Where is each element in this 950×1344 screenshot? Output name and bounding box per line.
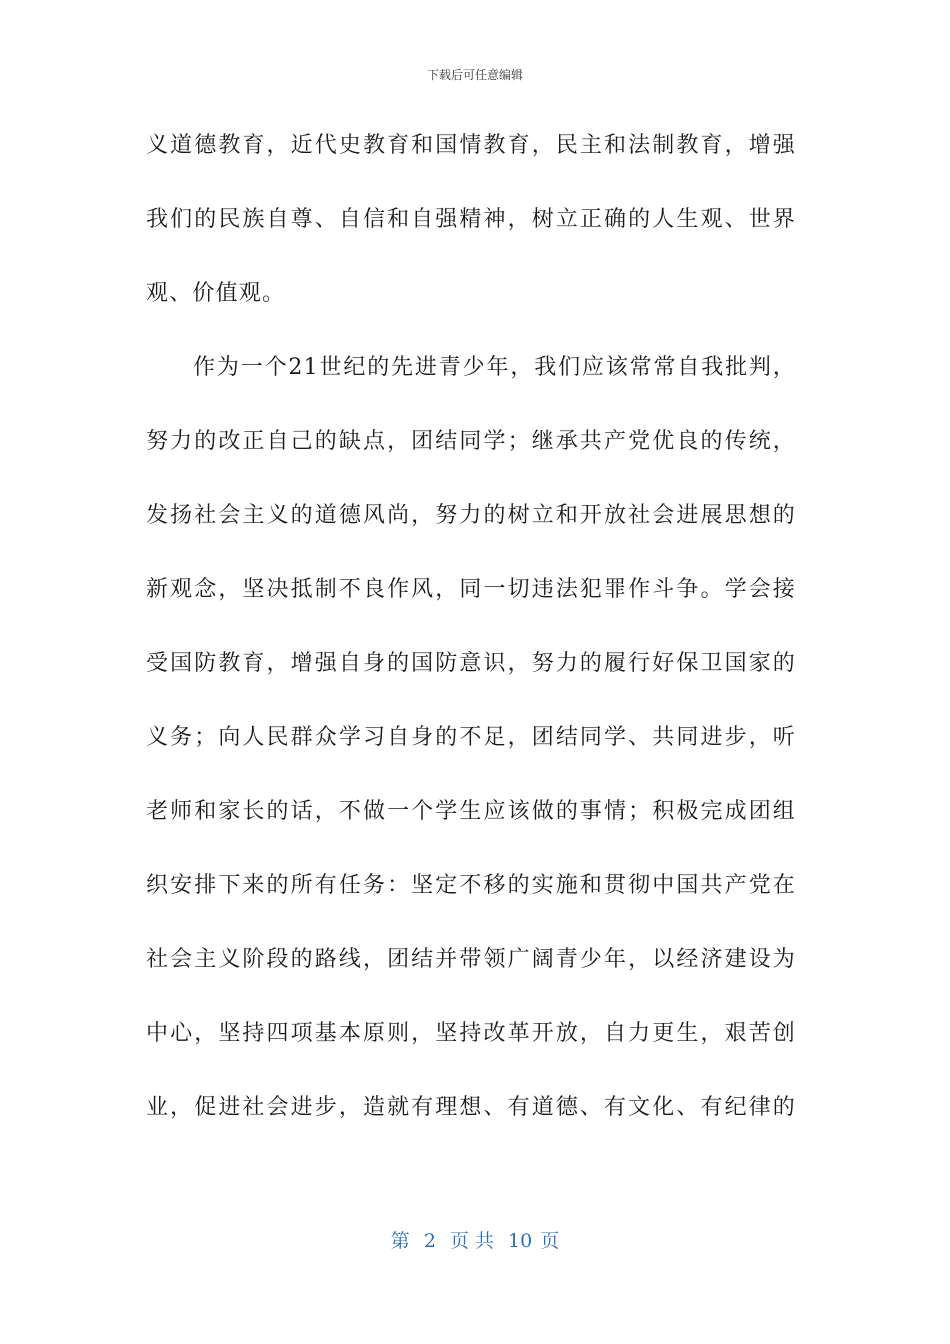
text-line: 发扬社会主义的道德风尚，努力的树立和开放社会进展思想的 bbox=[146, 503, 796, 528]
text-line: 老师和家长的话，不做一个学生应该做的事情；积极完成团组 bbox=[146, 799, 796, 824]
page-number-footer bbox=[0, 1226, 950, 1253]
paragraph-first-line: 作为一个21世纪的先进青少年，我们应该常常自我批判， bbox=[193, 355, 796, 380]
page-suffix: 页 bbox=[540, 1230, 560, 1252]
text-line: 社会主义阶段的路线，团结并带领广阔青少年，以经济建设为 bbox=[146, 947, 796, 972]
text-line: 努力的改正自己的缺点，团结同学；继承共产党优良的传统， bbox=[146, 429, 796, 454]
text-line: 中心，坚持四项基本原则，坚持改革开放，自力更生，艰苦创 bbox=[146, 1021, 796, 1046]
page-prefix: 第 bbox=[390, 1230, 410, 1252]
text-line: 义务；向人民群众学习自身的不足，团结同学、共同进步，听 bbox=[146, 725, 796, 750]
text-line: 新观念，坚决抵制不良作风，同一切违法犯罪作斗争。学会接 bbox=[146, 577, 796, 602]
text-line: 受国防教育，增强自身的国防意识，努力的履行好保卫国家的 bbox=[146, 651, 796, 676]
text-line: 义道德教育，近代史教育和国情教育，民主和法制教育，增强 bbox=[146, 133, 796, 158]
text-line: 织安排下来的所有任务：坚定不移的实施和贯彻中国共产党在 bbox=[146, 873, 796, 898]
text-line: 业，促进社会进步，造就有理想、有道德、有文化、有纪律的 bbox=[146, 1095, 796, 1120]
document-body bbox=[146, 124, 796, 1160]
current-page-number: 2 bbox=[423, 1230, 436, 1252]
page-middle-text: 页 共 bbox=[449, 1230, 494, 1252]
text-line: 我们的民族自尊、自信和自强精神，树立正确的人生观、世界 bbox=[146, 207, 796, 232]
text-line: 观、价值观。 bbox=[146, 281, 286, 306]
header-note: 下载后可任意编辑 bbox=[426, 68, 523, 82]
total-pages-number: 10 bbox=[508, 1230, 533, 1252]
